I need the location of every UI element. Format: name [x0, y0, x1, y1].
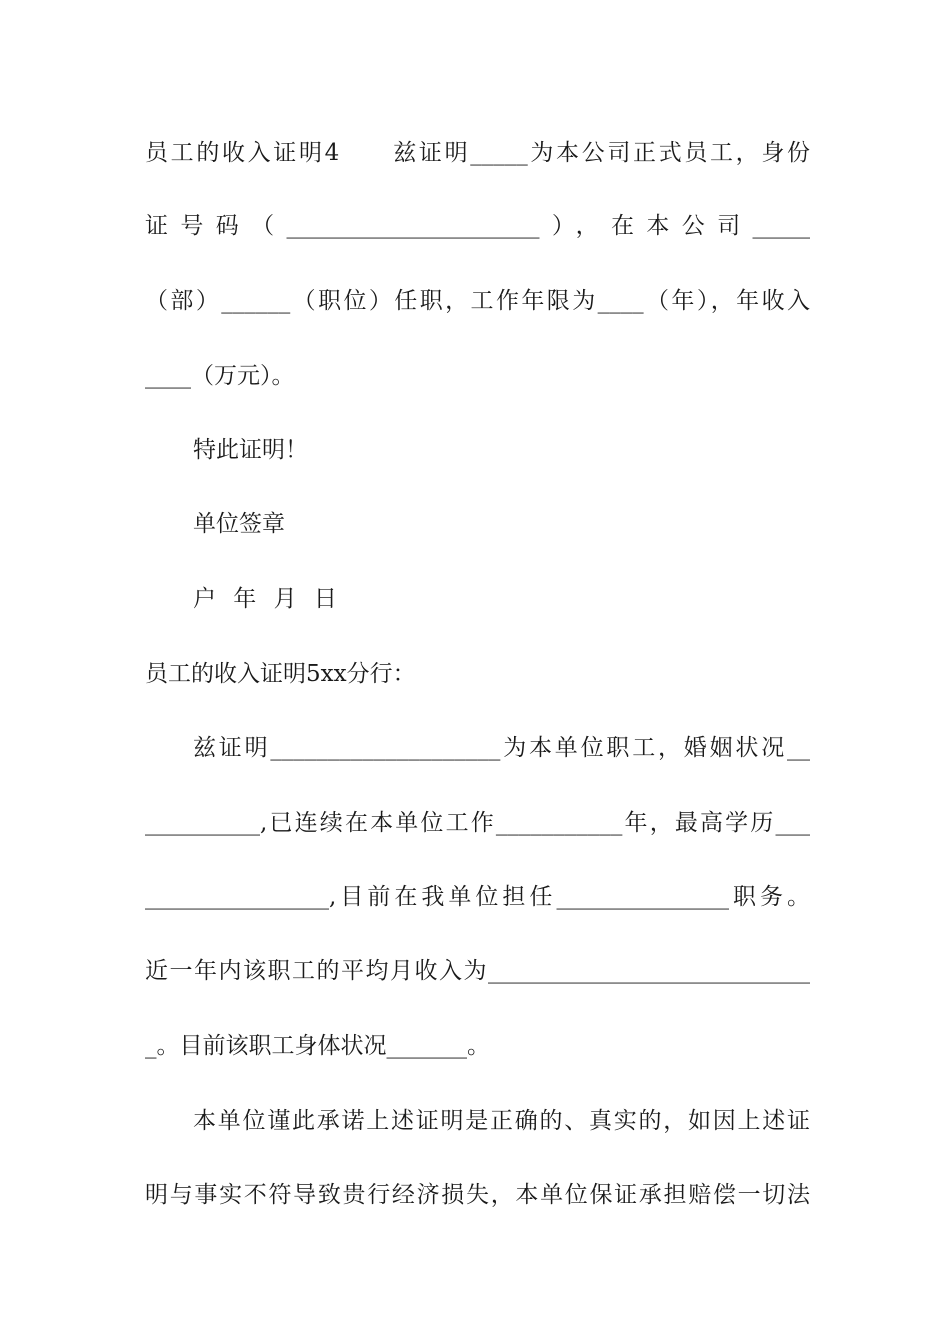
text-line: __________,已连续在本单位工作___________年，最高学历___: [145, 810, 810, 836]
text-line: 本单位谨此承诺上述证明是正确的、真实的，如因上述证: [193, 1108, 810, 1134]
text-line: _。目前该职工身体状况_______。: [145, 1033, 490, 1059]
date-line: 户 年 月 日: [193, 586, 337, 612]
text-line: 明与事实不符导致贵行经济损失，本单位保证承担赔偿一切法: [145, 1182, 810, 1208]
text-line: 近一年内该职工的平均月收入为____________________________: [145, 958, 810, 984]
text-line: 兹证明____________________为本单位职工，婚姻状况__: [193, 735, 810, 761]
text-line: （部）______（职位）任职，工作年限为____（年），年收入: [145, 288, 810, 314]
text-line: ________________,目前在我单位担任_______________职务。: [145, 884, 810, 910]
text-line: 特此证明！: [193, 437, 308, 463]
section-heading: 员工的收入证明5xx分行：: [145, 661, 416, 687]
text-line: ____（万元）。: [145, 363, 295, 389]
text-line: 单位签章: [193, 511, 285, 537]
text-line: 员工的收入证明4 兹证明_____为本公司正式员工，身份: [145, 140, 810, 166]
text-line: 证号码（______________________），在本公司_____: [145, 213, 810, 239]
